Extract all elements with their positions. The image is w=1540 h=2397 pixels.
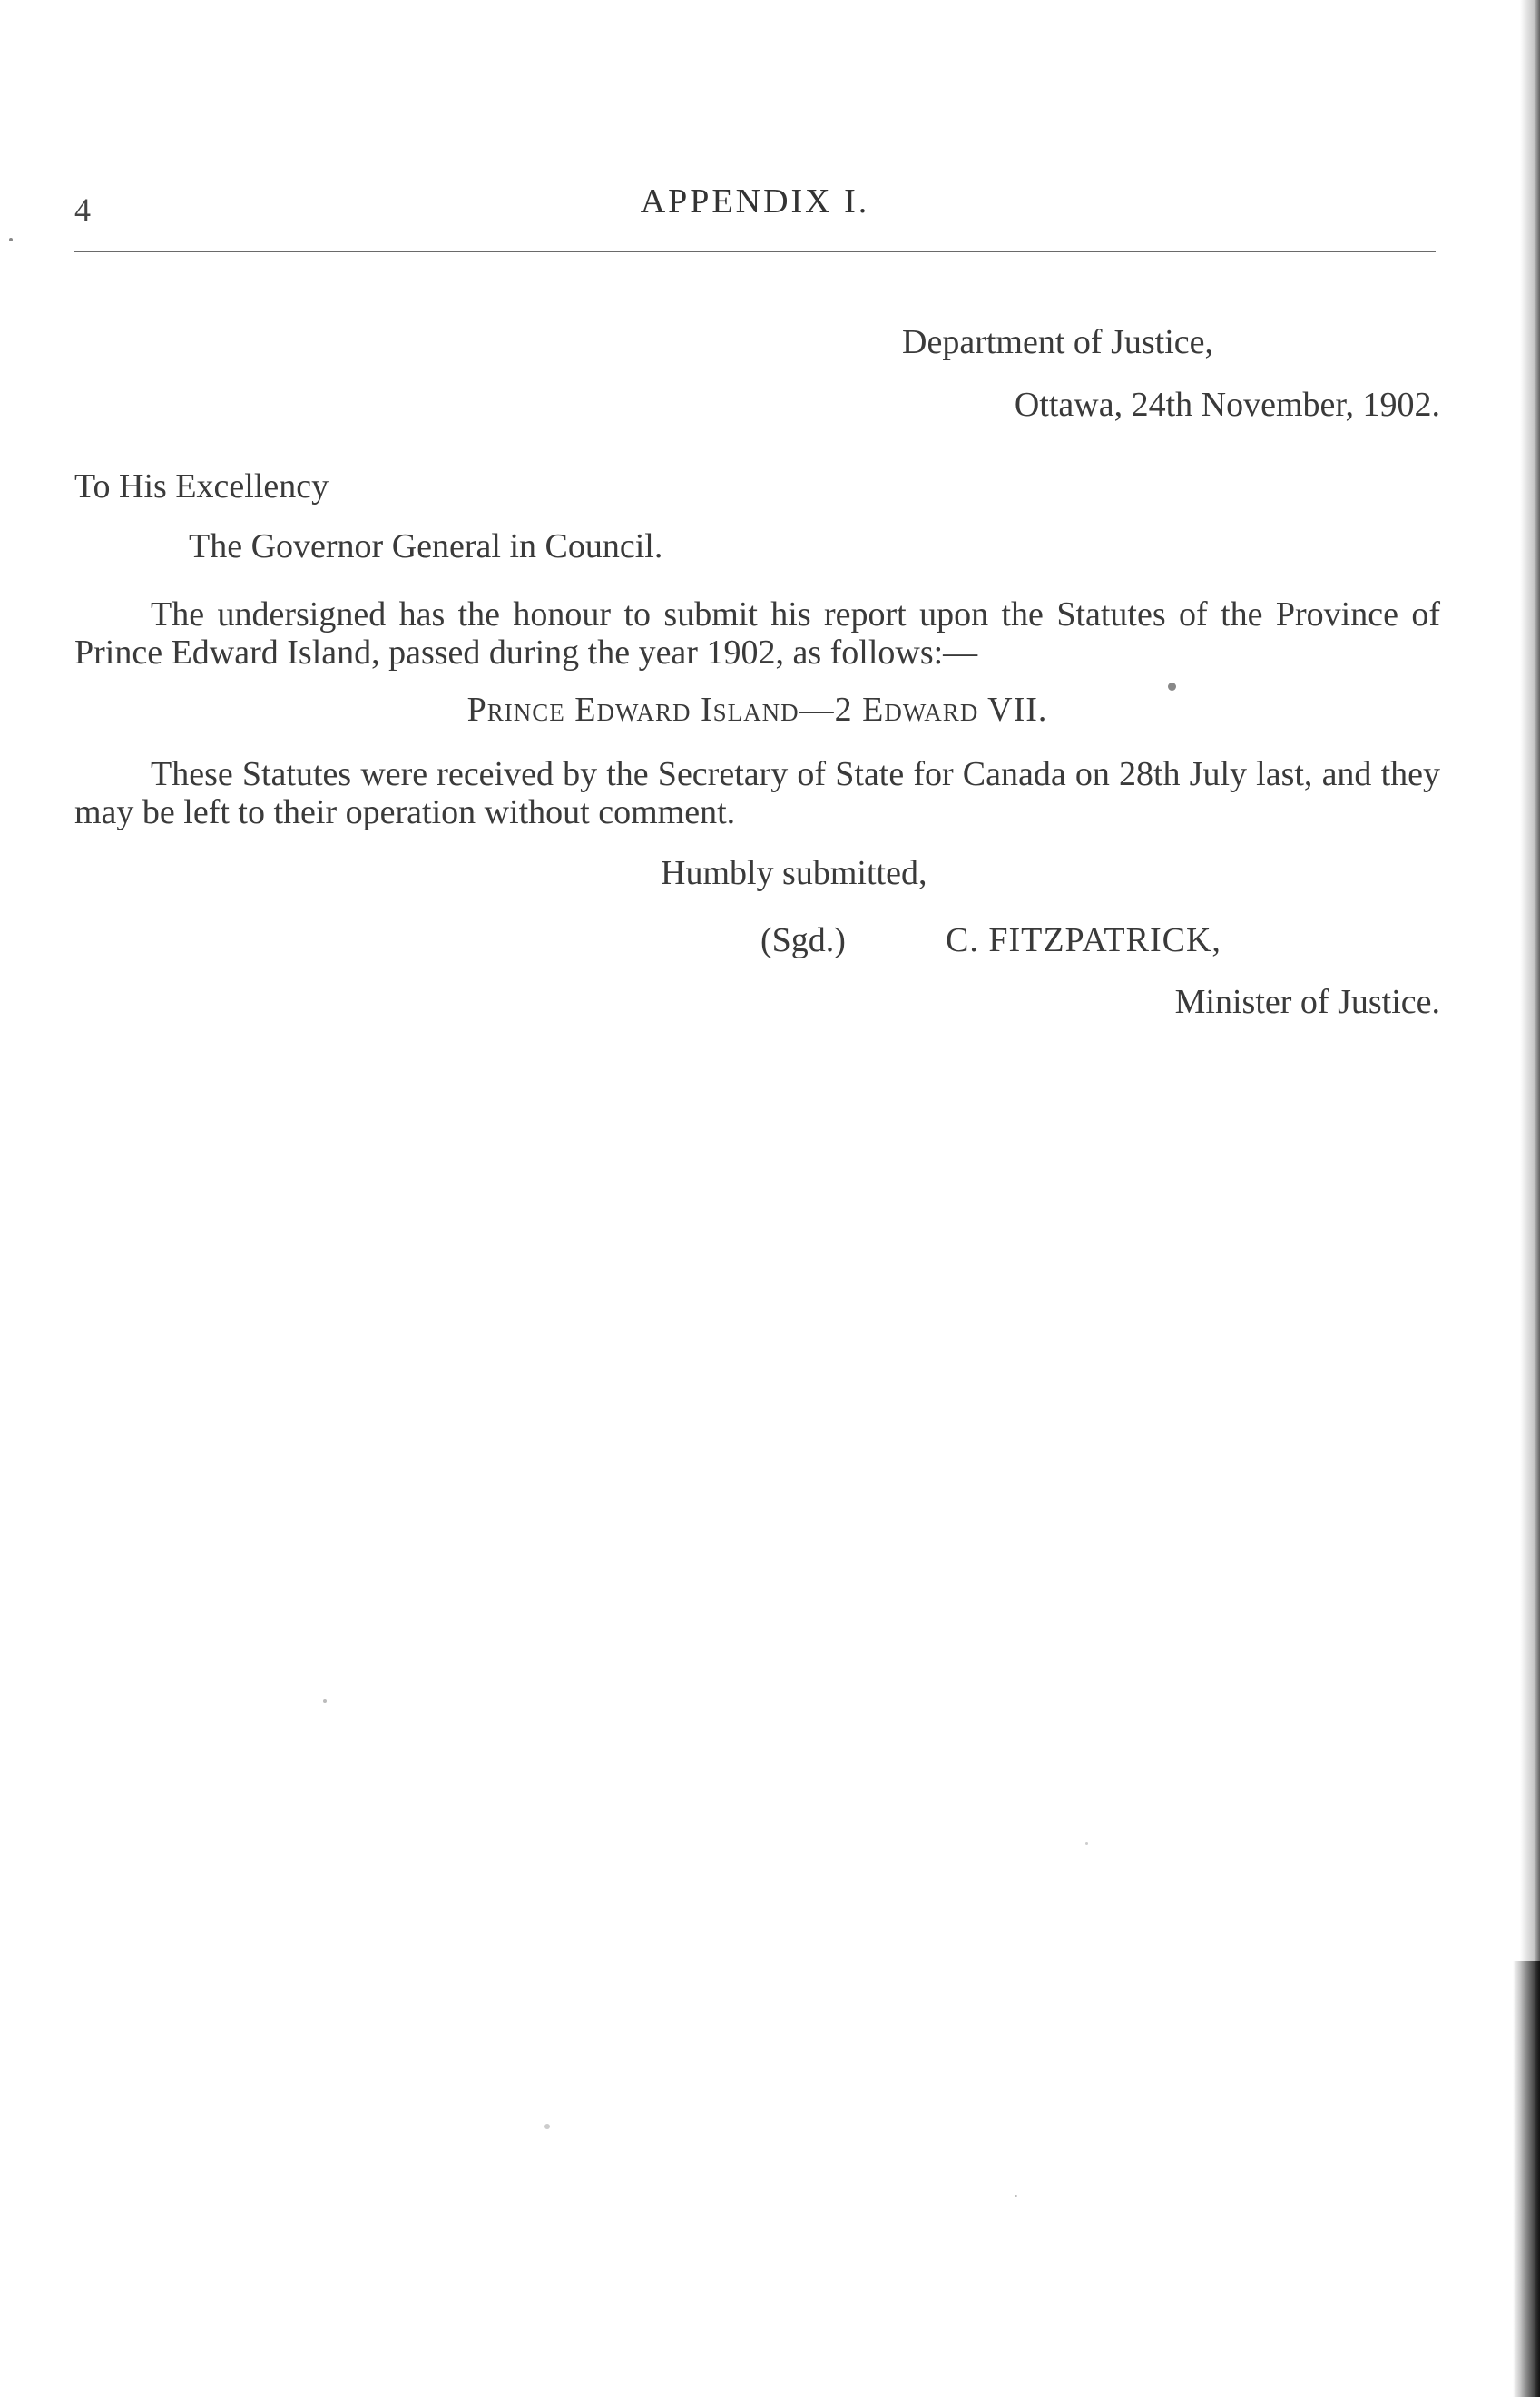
ink-speck bbox=[1085, 1842, 1088, 1845]
ink-speck bbox=[1168, 683, 1176, 691]
statute-heading: Prince Edward Island—2 Edward VII. bbox=[466, 691, 1048, 729]
closing-line: Humbly submitted, bbox=[661, 854, 927, 892]
running-title: APPENDIX I. bbox=[640, 182, 870, 221]
page-header bbox=[74, 182, 1436, 227]
sgd-label: (Sgd.) bbox=[760, 921, 846, 959]
page-number: 4 bbox=[74, 192, 91, 228]
page-edge-shadow-bottom bbox=[1513, 1961, 1540, 2397]
signatory-name: C. FITZPATRICK, bbox=[946, 921, 1221, 959]
sender-line: Department of Justice, bbox=[902, 323, 1213, 361]
ink-speck bbox=[323, 1699, 327, 1703]
ink-speck bbox=[544, 2124, 550, 2129]
ink-speck bbox=[9, 238, 13, 241]
place-date-line: Ottawa, 24th November, 1902. bbox=[1014, 386, 1440, 424]
signatory-title: Minister of Justice. bbox=[1174, 983, 1440, 1021]
header-rule bbox=[74, 251, 1436, 252]
ink-speck bbox=[1015, 2195, 1017, 2197]
paragraph-report: The undersigned has the honour to submit his report upon the Statutes of the Province of Prince Edward Island, passed during the year 1902, as follows:— bbox=[74, 595, 1440, 672]
paragraph-statutes: These Statutes were received by the Secretary of State for Canada on 28th July last, and they may be left to their operation without comment. bbox=[74, 755, 1440, 831]
salutation-line-2: The Governor General in Council. bbox=[189, 527, 663, 565]
salutation-line-1: To His Excellency bbox=[74, 467, 329, 506]
